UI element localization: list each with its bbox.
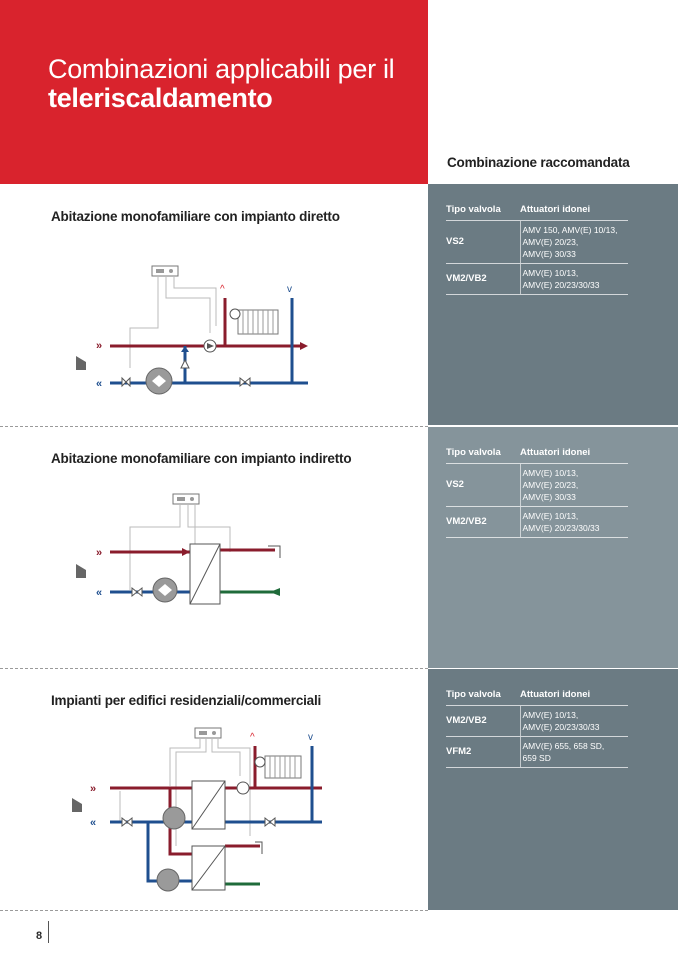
valve-icon: [265, 818, 275, 826]
actuator-list: [520, 507, 628, 538]
actuator-line: AMV(E) 20/23/30/33: [522, 280, 600, 290]
header-banner: [0, 0, 428, 184]
valve-icon: [122, 378, 130, 386]
section-title-commercial: Impianti per edifici residenziali/commerciali: [51, 693, 322, 708]
svg-text:»: »: [90, 783, 97, 795]
section-divider: [0, 668, 428, 669]
actuator-line: AMV(E) 20/23/30/33: [522, 722, 600, 732]
diagram-indirect-system: [70, 492, 310, 622]
column-header-actuators: Attuatori idonei: [520, 443, 628, 464]
controller-icon: [195, 728, 221, 738]
valve-type: VS2: [446, 464, 520, 507]
recommendation-panel-3: [428, 669, 678, 910]
valve-type: VM2/VB2: [446, 264, 520, 295]
radiator-icon: [238, 310, 278, 334]
valve-type: VM2/VB2: [446, 507, 520, 538]
heat-exchanger-icon: [192, 846, 225, 890]
diagram-direct-system: [70, 258, 320, 398]
svg-text:«: «: [90, 817, 97, 829]
actuator-line: AMV(E) 10/13,: [522, 710, 579, 720]
pump-icon: [255, 757, 265, 767]
svg-text:»: »: [96, 340, 103, 352]
page-number-divider: [48, 921, 49, 943]
pump-icon: [237, 782, 249, 794]
building-icon: [76, 564, 86, 578]
column-header-valve: Tipo valvola: [446, 200, 520, 221]
recommendation-panel-1: [428, 184, 678, 425]
svg-text:v: v: [308, 732, 313, 743]
valve-type: VM2/VB2: [446, 706, 520, 737]
recommended-combination-heading: Combinazione raccomandata: [447, 155, 630, 170]
table-row: [446, 264, 628, 295]
valve-type: VS2: [446, 221, 520, 264]
actuator-line: AMV(E) 20/23/30/33: [522, 523, 600, 533]
actuator-line: AMV(E) 10/13,: [522, 511, 579, 521]
actuator-line: AMV(E) 20/23,: [522, 237, 579, 247]
table-row: [446, 737, 628, 768]
svg-text:«: «: [96, 587, 103, 599]
section-title-indirect: Abitazione monofamiliare con impianto indiretto: [51, 451, 352, 466]
svg-text:v: v: [287, 284, 292, 295]
column-header-valve: Tipo valvola: [446, 443, 520, 464]
table-row: [446, 221, 628, 264]
actuator-list: [520, 706, 628, 737]
actuator-list: [520, 264, 628, 295]
heat-exchanger-icon: [192, 781, 225, 829]
svg-text:^: ^: [220, 284, 225, 295]
actuator-list: [520, 464, 628, 507]
meter-icon: [163, 807, 185, 829]
actuator-line: AMV 150, AMV(E) 10/13,: [522, 225, 618, 235]
table-row: [446, 706, 628, 737]
valve-type: VFM2: [446, 737, 520, 768]
section-divider: [0, 426, 428, 427]
table-row: [446, 464, 628, 507]
valve-icon: [240, 378, 250, 386]
controller-icon: [152, 266, 178, 276]
actuator-line: AMV(E) 655, 658 SD,: [522, 741, 605, 751]
valve-table-2: [446, 443, 628, 538]
svg-text:«: «: [96, 378, 103, 390]
column-header-actuators: Attuatori idonei: [520, 200, 628, 221]
actuator-line: AMV(E) 30/33: [522, 492, 576, 502]
radiator-icon: [265, 756, 301, 778]
svg-text:^: ^: [250, 732, 255, 743]
page-title-bold: teleriscaldamento: [48, 83, 273, 113]
pump-icon: [230, 309, 240, 319]
page-number: 8: [36, 930, 43, 942]
actuator-line: 659 SD: [522, 753, 551, 763]
building-icon: [76, 356, 86, 370]
diagram-commercial-system: [70, 726, 330, 896]
valve-table-3: [446, 685, 628, 768]
actuator-line: AMV(E) 20/23,: [522, 480, 579, 490]
valve-icon: [132, 588, 142, 596]
svg-text:»: »: [96, 547, 103, 559]
column-header-valve: Tipo valvola: [446, 685, 520, 706]
actuator-list: [520, 221, 628, 264]
building-icon: [72, 798, 82, 812]
valve-icon: [122, 818, 132, 826]
section-title-direct: Abitazione monofamiliare con impianto diretto: [51, 209, 340, 224]
column-header-actuators: Attuatori idonei: [520, 685, 628, 706]
page-title: [48, 55, 394, 113]
heat-exchanger-icon: [190, 544, 220, 604]
table-row: [446, 507, 628, 538]
section-divider: [0, 910, 428, 911]
page-title-light: Combinazioni applicabili per il: [48, 54, 395, 84]
actuator-line: AMV(E) 10/13,: [522, 468, 579, 478]
actuator-list: [520, 737, 628, 768]
controller-icon: [173, 494, 199, 504]
recommendation-panel-2: [428, 427, 678, 668]
actuator-line: AMV(E) 10/13,: [522, 268, 579, 278]
actuator-line: AMV(E) 30/33: [522, 249, 576, 259]
valve-table-1: [446, 200, 628, 295]
meter-icon: [157, 869, 179, 891]
